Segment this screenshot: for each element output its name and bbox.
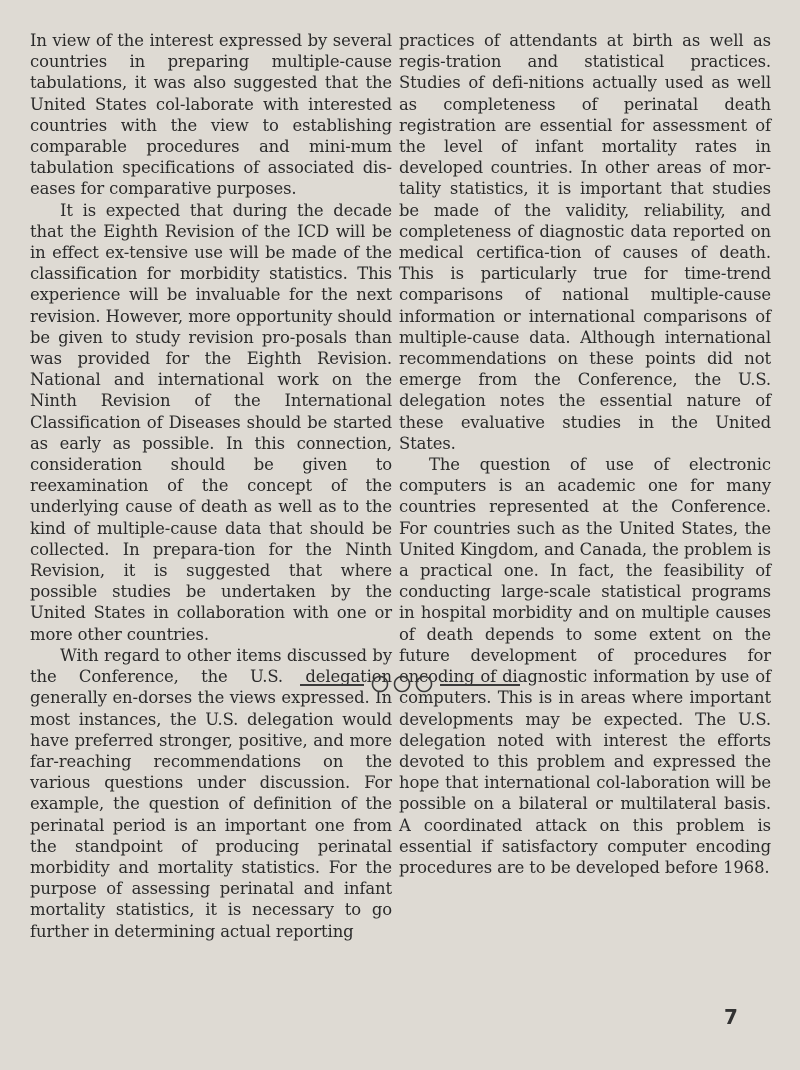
paragraph: The question of use of electronic computers is an academic one for many countries represented at the Conference. For countries such as the United States, the United Kingdom, and Canada, the problem is a practical one. In fact, the feasibility of conducting large-scale statistical programs in hospital morbidity and on multiple causes of death depends to some extent on the future development of procedures for encoding of diagnostic information by use of computers. This is in areas where important developments may be expected. The U.S. delegation noted with interest the efforts devoted to this problem and expressed the hope that international col-laboration will be possible on a bilateral or multilateral basis. A coordinated attack on this problem is essential if satisfactory computer encoding procedures are to be developed before 1968.: [399, 455, 771, 877]
paragraph: practices of attendants at birth as well as regis-tration and statistical practices. Studies of defi-nitions actually used as well as completeness of perinatal death registration are essential for assessment of the level of infant mortality rates in developed countries. In other areas of mor-tality statistics, it is important that studies be made of the validity, reliability, and completeness of diagnostic data reported on medical certifica-tion of causes of death. This is particularly true for time-trend comparisons of national multiple-cause information or international comparisons of multiple-cause data. Although international recommendations on these points did not emerge from the Conference, the U.S. delegation notes the essential nature of these evaluative studies in the United States.: [399, 31, 771, 453]
paragraph: With regard to other items discussed by the Conference, the U.S. delegation generally en-dorses the views expressed. In most instances, the U.S. delegation would have preferred stronger, positive, and more far-reaching recommendations on the various questions under discussion. For example, the question of definition of the perinatal period is an important one from the standpoint of producing perinatal morbidity and mortality statistics. For the purpose of assessing perinatal and infant mortality statistics, it is necessary to go further in determining actual reporting: [30, 645, 392, 941]
page-number: 7: [724, 1005, 738, 1029]
three-circles-divider-icon: [300, 672, 520, 696]
paragraph: It is expected that during the decade that the Eighth Revision of the ICD will be in effect ex-tensive use will be made of the classification for morbidity statistics. This experience will be invaluable for the next revision. However, more opportunity should be given to study revision pro-posals than was provided for the Eighth Revision. National and international work on the Ninth Revision of the International Classification of Diseases should be started as early as possible. In this connection, consideration should be given to reexamination of the concept of the underlying cause of death as well as to the kind of multiple-cause data that should be collected. In prepara-tion for the Ninth Revision, it is suggested that where possible studies be undertaken by the United States in collaboration with one or more other countries.: [30, 200, 392, 644]
left-column: [30, 30, 392, 942]
paragraph: In view of the interest expressed by several countries in preparing multiple-cause tabulations, it was also suggested that the United States col-laborate with interested countries with the view to establishing comparable procedures and mini-mum tabulation specifications of associated dis-eases for comparative purposes.: [30, 31, 392, 199]
right-column: [399, 30, 771, 878]
